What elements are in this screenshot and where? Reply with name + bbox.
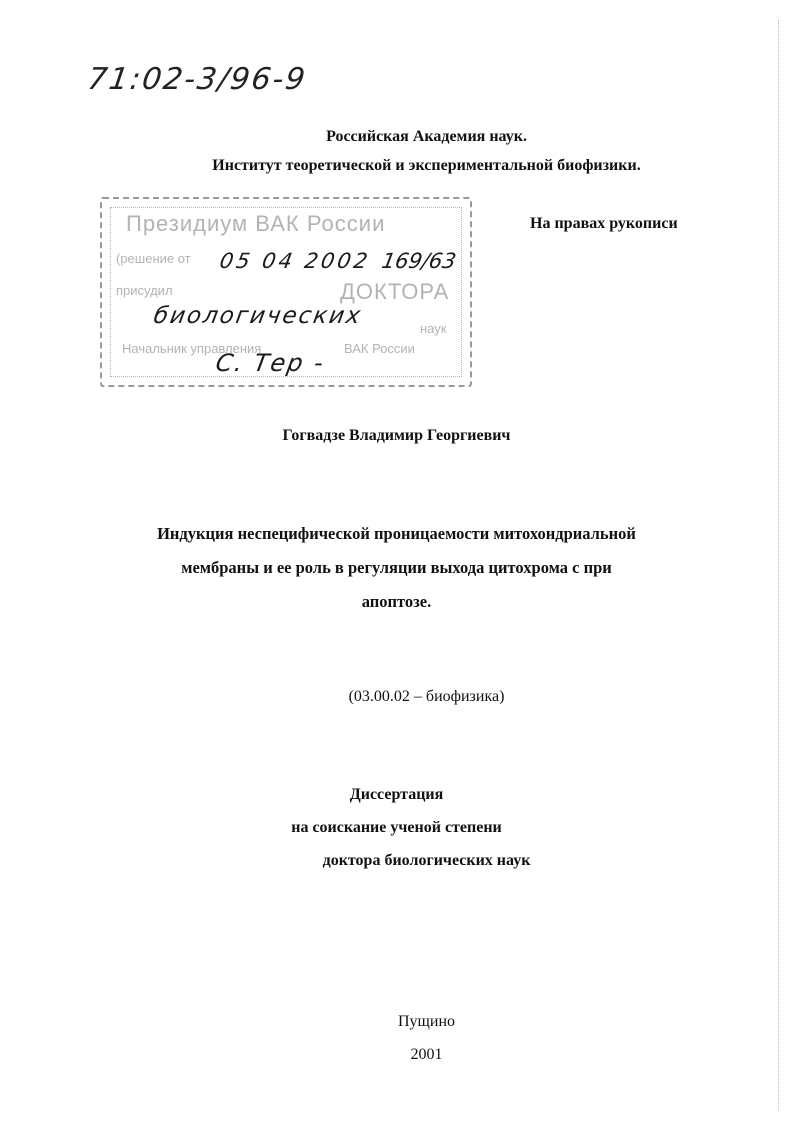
vak-approval-stamp bbox=[100, 197, 472, 387]
city: Пущино bbox=[398, 1013, 455, 1030]
stamp-head-prefix: Начальник управления bbox=[122, 341, 262, 356]
stamp-awarded-prefix: присудил bbox=[116, 283, 173, 298]
institute-name: Институт теоретической и экспериментальной биофизики. bbox=[212, 157, 641, 174]
dissertation-purpose: на соискание ученой степени bbox=[291, 819, 502, 836]
stamp-vak: ВАК России bbox=[344, 341, 415, 356]
title-line-3: апоптозе. bbox=[361, 592, 432, 611]
stamp-handwritten-field: биологических bbox=[151, 303, 365, 329]
year: 2001 bbox=[410, 1046, 443, 1063]
dissertation-type: Диссертация bbox=[349, 786, 444, 803]
stamp-handwritten-signature: С. Тер - bbox=[213, 349, 328, 377]
specialty-code: (03.00.02 – биофизика) bbox=[348, 688, 505, 705]
dissertation-degree: доктора биологических наук bbox=[322, 852, 531, 869]
stamp-handwritten-date: 05 04 2002 bbox=[217, 249, 373, 273]
stamp-title: Президиум ВАК России bbox=[126, 211, 386, 236]
stamp-degree: ДОКТОРА bbox=[340, 279, 450, 304]
academy-name: Российская Академия наук. bbox=[326, 128, 527, 145]
title-line-2: мембраны и ее роль в регуляции выхода цитохрома с при bbox=[181, 558, 612, 577]
title-line-1: Индукция неспецифической проницаемости митохондриальной bbox=[157, 524, 636, 543]
author-name: Гогвадзе Владимир Георгиевич bbox=[282, 427, 511, 444]
stamp-handwritten-number: 169/63 bbox=[379, 249, 459, 273]
manuscript-rights-label: На правах рукописи bbox=[530, 215, 678, 232]
stamp-sciences: наук bbox=[420, 321, 447, 336]
handwritten-catalog-number: 71:02-3/96-9 bbox=[85, 62, 310, 97]
stamp-decision-prefix: (решение от bbox=[116, 251, 191, 266]
